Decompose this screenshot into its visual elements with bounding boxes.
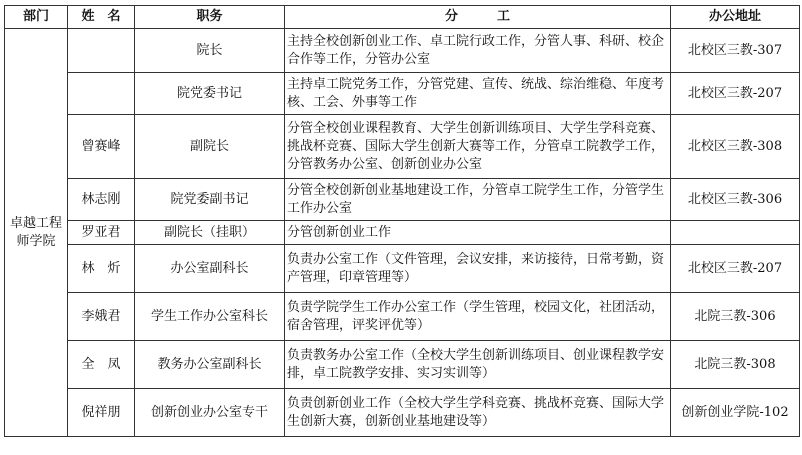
staff-role: 副院长 [135, 115, 285, 179]
header-name: 姓 名 [68, 6, 135, 29]
staff-duty: 负责办公室工作（文件管理，会议安排，来访接待，日常考勤，资产管理，印章管理等） [285, 245, 671, 293]
staff-office: 北校区三教-306 [671, 179, 800, 221]
staff-role: 教务办公室副科长 [135, 341, 285, 389]
staff-table [4, 5, 800, 437]
table-row [5, 293, 800, 341]
staff-role: 院党委副书记 [135, 179, 285, 221]
staff-office: 北校区三教-307 [671, 29, 800, 73]
table-row [5, 73, 800, 115]
staff-office: 北院三教-308 [671, 341, 800, 389]
table-row [5, 115, 800, 179]
table-row [5, 179, 800, 221]
header-office: 办公地址 [671, 6, 800, 29]
staff-role: 创新创业办公室专干 [135, 389, 285, 437]
staff-role: 办公室副科长 [135, 245, 285, 293]
table-row [5, 221, 800, 245]
staff-duty: 分管全校创新创业基地建设工作，分管卓工院学生工作，分管学生工作办公室 [285, 179, 671, 221]
staff-duty: 负责学院学生工作办公室工作（学生管理，校园文化，社团活动，宿舍管理，评奖评优等） [285, 293, 671, 341]
staff-role: 院党委书记 [135, 73, 285, 115]
staff-office: 北校区三教-308 [671, 115, 800, 179]
table-row [5, 29, 800, 73]
staff-duty: 负责创新创业工作（全校大学生学科竞赛、挑战杯竞赛、国际大学生创新大赛，创新创业基地建设等） [285, 389, 671, 437]
staff-role: 院长 [135, 29, 285, 73]
staff-duty: 主持全校创新创业工作、卓工院行政工作，分管人事、科研、校企合作等工作，分管办公室 [285, 29, 671, 73]
staff-duty: 负责教务办公室工作（全校大学生创新训练项目、创业课程教学安排，卓工院教学安排、实习实训等） [285, 341, 671, 389]
header-role: 职务 [135, 6, 285, 29]
staff-name: 全 凤 [68, 341, 135, 389]
staff-role: 副院长（挂职） [135, 221, 285, 245]
staff-office: 北院三教-306 [671, 293, 800, 341]
staff-name [68, 29, 135, 73]
staff-office: 创新创业学院-102 [671, 389, 800, 437]
staff-duty: 分管创新创业工作 [285, 221, 671, 245]
staff-name: 曾赛峰 [68, 115, 135, 179]
staff-name: 罗亚君 [68, 221, 135, 245]
staff-office: 北校区三教-207 [671, 73, 800, 115]
staff-office: 北校区三教-207 [671, 245, 800, 293]
staff-office [671, 221, 800, 245]
staff-name [68, 73, 135, 115]
header-duty: 分 工 [285, 6, 671, 29]
staff-name: 倪祥朋 [68, 389, 135, 437]
staff-duty: 主持卓工院党务工作，分管党建、宣传、统战、综治维稳、年度考核、工会、外事等工作 [285, 73, 671, 115]
header-row [5, 6, 800, 29]
table-row [5, 389, 800, 437]
department-cell: 卓越工程师学院 [5, 29, 68, 437]
header-dept: 部门 [5, 6, 68, 29]
staff-name: 李娥君 [68, 293, 135, 341]
staff-role: 学生工作办公室科长 [135, 293, 285, 341]
table-row [5, 341, 800, 389]
staff-name: 林 炘 [68, 245, 135, 293]
staff-name: 林志刚 [68, 179, 135, 221]
table-row [5, 245, 800, 293]
staff-duty: 分管全校创业课程教育、大学生创新训练项目、大学生学科竞赛、挑战杯竞赛、国际大学生创新大赛等工作，分管卓工院教学工作，分管教务办公室、创新创业办公室 [285, 115, 671, 179]
